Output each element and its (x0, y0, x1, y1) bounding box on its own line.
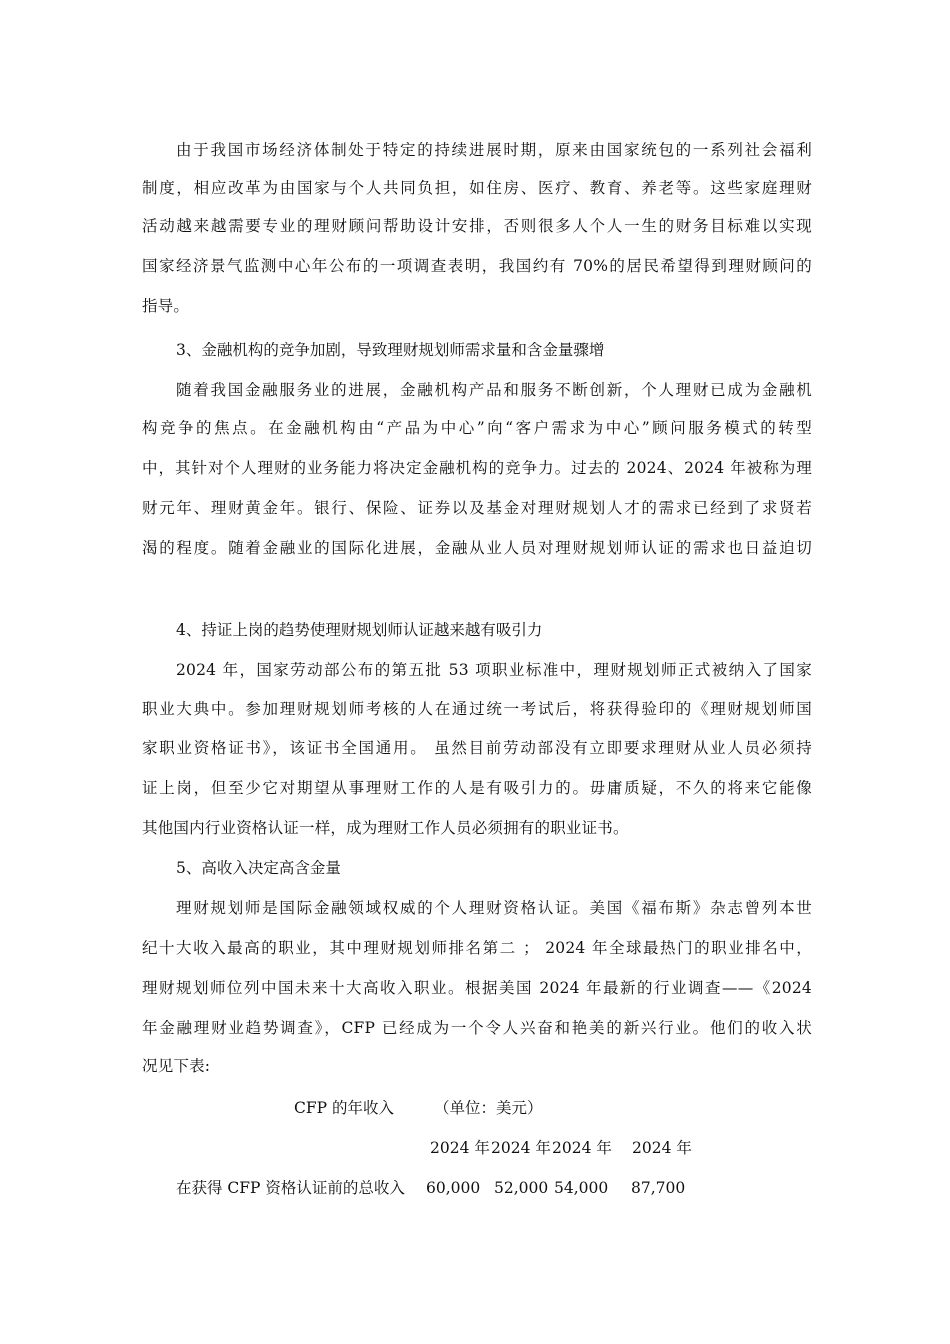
paragraph-4-line-4: 年金融理财业趋势调查》，CFP 已经成为一个令人兴奋和艳美的新兴行业。他们的收入状 (142, 1019, 812, 1037)
paragraph-4-line-5: 况见下表: (142, 1057, 211, 1075)
income-table-title (294, 1098, 543, 1118)
section-heading-4: 4、持证上岗的趋势使理财规划师认证越来越有吸引力 (176, 621, 543, 639)
paragraph-1-line-4: 国家经济景气监测中心年公布的一项调查表明，我国约有 70%的居民希望得到理财顾问的 (142, 257, 812, 275)
income-table-cell: 87,700 (631, 1179, 686, 1197)
income-table-header: 2024 年 (491, 1139, 551, 1157)
paragraph-4-line-1: 理财规划师是国际金融领域权威的个人理财资格认证。美国《福布斯》杂志曾列本世 (176, 899, 812, 917)
income-table-header: 2024 年 (632, 1139, 692, 1157)
paragraph-2-line-2: 构竞争的焦点。在金融机构由“产品为中心”向“客户需求为中心”顾问服务模式的转型 (142, 419, 812, 437)
paragraph-1-line-5: 指导。 (142, 297, 190, 315)
paragraph-4-line-2: 纪十大收入最高的职业，其中理财规划师排名第二 ； 2024 年全球最热门的职业排名中， (142, 939, 812, 957)
income-table-header: 2024 年 (552, 1139, 612, 1157)
section-heading-5: 5、高收入决定高含金量 (176, 859, 341, 877)
paragraph-2-line-3: 中，其针对个人理财的业务能力将决定金融机构的竞争力。过去的 2024、2024 年被称为理 (142, 459, 812, 477)
paragraph-3-line-5: 其他国内行业资格认证一样，成为理财工作人员必须拥有的职业证书。 (142, 819, 629, 837)
section-heading-3: 3、金融机构的竞争加剧，导致理财规划师需求量和含金量骤增 (176, 341, 605, 359)
income-table-cell: 54,000 (554, 1179, 609, 1197)
income-table-cell: 60,000 (426, 1179, 481, 1197)
paragraph-3-line-3: 家职业资格证书》，该证书全国通用。 虽然目前劳动部没有立即要求理财从业人员必须持 (142, 739, 812, 757)
income-table-cell: 52,000 (494, 1179, 549, 1197)
paragraph-1-line-2: 制度，相应改革为由国家与个人共同负担，如住房、医疗、教育、养老等。这些家庭理财 (142, 179, 812, 197)
paragraph-3-line-4: 证上岗，但至少它对期望从事理财工作的人是有吸引力的。毋庸质疑，不久的将来它能像 (142, 779, 812, 797)
paragraph-2-line-4: 财元年、理财黄金年。银行、保险、证券以及基金对理财规划人才的需求已经到了求贤若 (142, 499, 812, 517)
paragraph-2-line-5: 渴的程度。随着金融业的国际化进展，金融从业人员对理财规划师认证的需求也日益迫切 (142, 539, 812, 557)
income-table-unit: （单位：美元） (433, 1099, 543, 1117)
paragraph-2-line-1: 随着我国金融服务业的进展，金融机构产品和服务不断创新，个人理财已成为金融机 (176, 381, 812, 399)
income-table-header: 2024 年 (430, 1139, 490, 1157)
paragraph-1-line-1: 由于我国市场经济体制处于特定的持续进展时期，原来由国家统包的一系列社会福利 (176, 141, 812, 159)
paragraph-4-line-3: 理财规划师位列中国未来十大高收入职业。根据美国 2024 年最新的行业调查——《2024 (142, 979, 812, 997)
income-table-title-text: CFP 的年收入 (294, 1099, 394, 1117)
paragraph-1-line-3: 活动越来越需要专业的理财顾问帮助设计安排，否则很多人个人一生的财务目标难以实现 (142, 217, 812, 235)
income-table-row-label: 在获得 CFP 资格认证前的总收入 (176, 1179, 405, 1197)
paragraph-3-line-1: 2024 年，国家劳动部公布的第五批 53 项职业标准中，理财规划师正式被纳入了国家 (176, 661, 812, 679)
paragraph-3-line-2: 职业大典中。参加理财规划师考核的人在通过统一考试后，将获得验印的《理财规划师国 (142, 700, 812, 718)
